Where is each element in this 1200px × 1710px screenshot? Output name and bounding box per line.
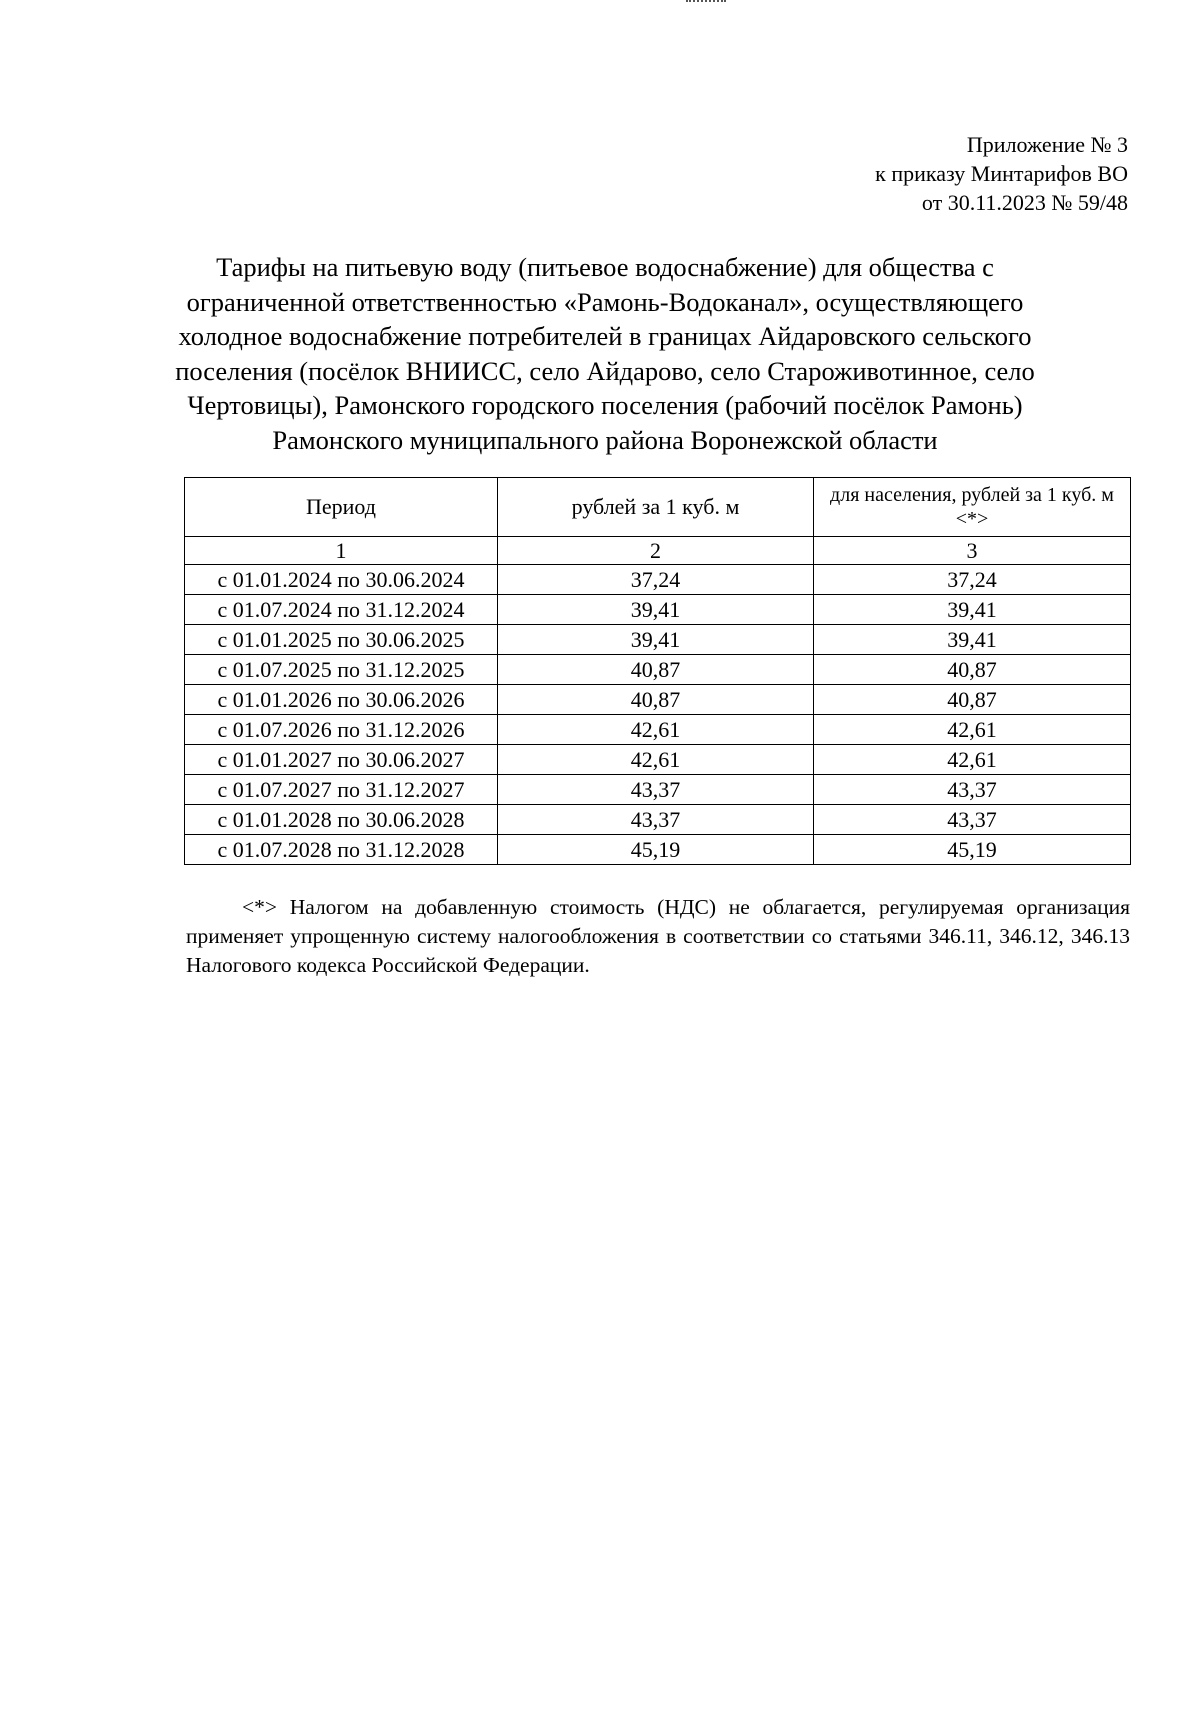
table-row xyxy=(185,805,1131,835)
cell-rate: 42,61 xyxy=(498,745,814,775)
table-row xyxy=(185,655,1131,685)
table-row xyxy=(185,715,1131,745)
cell-period: с 01.01.2027 по 30.06.2027 xyxy=(185,745,498,775)
cell-period: с 01.01.2025 по 30.06.2025 xyxy=(185,625,498,655)
title-line: Тарифы на питьевую воду (питьевое водоснабжение) для общества с xyxy=(216,252,994,282)
cell-rate: 37,24 xyxy=(498,565,814,595)
column-number: 3 xyxy=(814,537,1131,565)
scan-artifact xyxy=(686,0,726,6)
cell-population-rate: 40,87 xyxy=(814,655,1131,685)
title-line: Рамонского муниципального района Воронежской области xyxy=(272,424,938,455)
title-line: ограниченной ответственностью «Рамонь-Водоканал», осуществляющего xyxy=(186,286,1024,317)
appendix-number: Приложение № 3 xyxy=(966,132,1128,157)
cell-period: с 01.01.2028 по 30.06.2028 xyxy=(185,805,498,835)
cell-population-rate: 39,41 xyxy=(814,625,1131,655)
cell-period: с 01.07.2025 по 31.12.2025 xyxy=(185,655,498,685)
cell-period: с 01.07.2026 по 31.12.2026 xyxy=(185,715,498,745)
cell-population-rate: 42,61 xyxy=(814,715,1131,745)
header-period: Период xyxy=(185,478,498,537)
footnote xyxy=(186,893,1130,980)
table-row xyxy=(185,835,1131,865)
column-number: 1 xyxy=(185,537,498,565)
cell-period: с 01.07.2027 по 31.12.2027 xyxy=(185,775,498,805)
cell-population-rate: 40,87 xyxy=(814,685,1131,715)
cell-population-rate: 45,19 xyxy=(814,835,1131,865)
cell-population-rate: 39,41 xyxy=(814,595,1131,625)
cell-rate: 39,41 xyxy=(498,595,814,625)
cell-population-rate: 43,37 xyxy=(814,805,1131,835)
column-number: 2 xyxy=(498,537,814,565)
cell-rate: 42,61 xyxy=(498,715,814,745)
header-population: для населения, рублей за 1 куб. м <*> xyxy=(814,478,1131,537)
cell-period: с 01.01.2026 по 30.06.2026 xyxy=(185,685,498,715)
table-row xyxy=(185,625,1131,655)
table-row xyxy=(185,565,1131,595)
column-number-row xyxy=(185,537,1131,565)
table-row xyxy=(185,775,1131,805)
cell-population-rate: 42,61 xyxy=(814,745,1131,775)
cell-period: с 01.01.2024 по 30.06.2024 xyxy=(185,565,498,595)
table-row xyxy=(185,685,1131,715)
header-rubles: рублей за 1 куб. м xyxy=(498,478,814,537)
cell-period: с 01.07.2028 по 31.12.2028 xyxy=(185,835,498,865)
table-header-row xyxy=(185,478,1131,537)
title-line: Чертовицы), Рамонского городского поселения (рабочий посёлок Рамонь) xyxy=(187,390,1023,420)
cell-rate: 43,37 xyxy=(498,775,814,805)
table-row xyxy=(185,595,1131,625)
appendix-order: к приказу Минтарифов ВО xyxy=(875,161,1128,186)
footnote-text: <*> Налогом на добавленную стоимость (НДС) не облагается, регулируемая организация применяет упрощенную систему налогообложения в соответствии со статьями 346.11, 346.12, 346.13 Налогового кодекса Российской Федерации. xyxy=(186,895,1130,977)
cell-rate: 39,41 xyxy=(498,625,814,655)
cell-rate: 40,87 xyxy=(498,685,814,715)
title-line: холодное водоснабжение потребителей в границах Айдаровского сельского xyxy=(178,321,1032,351)
cell-rate: 40,87 xyxy=(498,655,814,685)
table-row xyxy=(185,745,1131,775)
cell-population-rate: 43,37 xyxy=(814,775,1131,805)
cell-period: с 01.07.2024 по 31.12.2024 xyxy=(185,595,498,625)
appendix-date: от 30.11.2023 № 59/48 xyxy=(921,190,1128,215)
cell-population-rate: 37,24 xyxy=(814,565,1131,595)
cell-rate: 43,37 xyxy=(498,805,814,835)
document-title xyxy=(150,250,1060,457)
tariff-table xyxy=(184,477,1131,865)
cell-rate: 45,19 xyxy=(498,835,814,865)
title-line: поселения (посёлок ВНИИСС, село Айдарово, село Староживотинное, село xyxy=(175,355,1035,386)
appendix-reference xyxy=(875,130,1128,217)
